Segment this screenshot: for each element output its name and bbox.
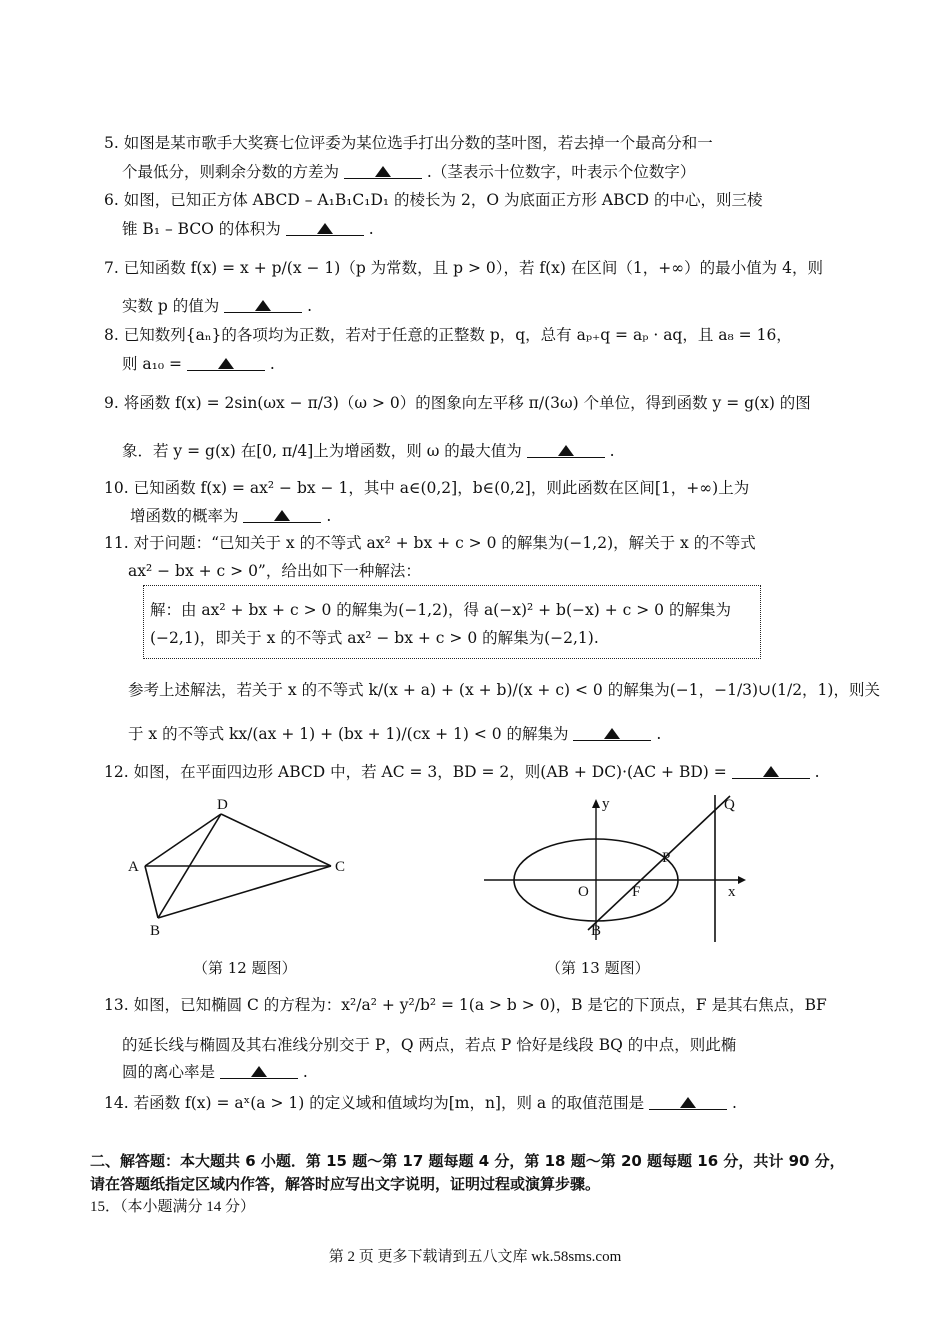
q5-text: 个最低分，则剩余分数的方差为 — [122, 163, 340, 181]
segment-DC — [221, 814, 331, 866]
q7-text: 实数 p 的值为 — [122, 297, 220, 315]
triangle-icon — [251, 1066, 267, 1077]
q13-line2: 的延长线与椭圆及其右准线分别交于 P，Q 两点，若点 P 恰好是线段 BQ 的中点，则此椭 — [122, 1036, 737, 1054]
q11-line2: ax² − bx + c > 0”，给出如下一种解法： — [128, 562, 421, 580]
label-B: B — [150, 923, 161, 939]
q14-line1 — [104, 1093, 737, 1113]
q8-text: 则 a₁₀ = — [122, 355, 183, 373]
q5-text-after: .（茎表示十位数字，叶表示个位数字） — [426, 163, 696, 181]
q13-text: 圆的离心率是 — [122, 1063, 216, 1081]
q6-text-after: . — [368, 220, 374, 238]
q7-line1: 7. 已知函数 f(x) = x + p/(x − 1)（p 为常数，且 p > 0），若 f(x) 在区间（1，+∞）的最小值为 4，则 — [104, 259, 823, 277]
q13-line3 — [122, 1062, 308, 1082]
q5-line1: 5. 如图是某市歌手大奖赛七位评委为某位选手打出分数的茎叶图，若去掉一个最高分和一 — [104, 134, 713, 152]
q11-box-line2: (−2,1)，即关于 x 的不等式 ax² − bx + c > 0 的解集为(−2,1). — [150, 629, 599, 647]
figure-13-ellipse — [484, 795, 746, 942]
label-O: O — [578, 884, 589, 900]
q14-text: 14. 若函数 f(x) = aˣ(a > 1) 的定义域和值域均为[m，n]，则 a 的取值范围是 — [104, 1094, 645, 1112]
q15-heading: 15．（本小题满分 14 分） — [90, 1199, 256, 1215]
q12-text: 12. 如图，在平面四边形 ABCD 中，若 AC = 3，BD = 2，则(AB + DC)·(AC + BD) = — [104, 763, 727, 781]
section-2-instructions: 请在答题纸指定区域内作答，解答时应写出文字说明，证明过程或演算步骤。 — [90, 1175, 601, 1193]
q6-line1: 6. 如图，已知正方体 ABCD – A₁B₁C₁D₁ 的棱长为 2，O 为底面正方形 ABCD 的中心，则三棱 — [104, 191, 763, 209]
segment-AB — [145, 866, 158, 918]
q10-line1: 10. 已知函数 f(x) = ax² − bx − 1，其中 a∈(0,2]，b∈(0,2]，则此函数在区间[1，+∞)上为 — [104, 479, 750, 497]
label-x: x — [728, 884, 736, 900]
label-C: C — [335, 859, 346, 875]
line-BQ — [588, 796, 730, 930]
label-Q: Q — [724, 797, 735, 813]
q8-text-after: . — [269, 355, 275, 373]
figure-12-caption: （第 12 题图） — [193, 959, 297, 977]
triangle-icon — [680, 1097, 696, 1108]
label-B: B — [591, 923, 602, 939]
q11-text-after: . — [656, 725, 662, 743]
q14-text-after: . — [731, 1094, 737, 1112]
section-2-heading: 二、解答题：本大题共 6 小题．第 15 题～第 17 题每题 4 分，第 18 题～第 20 题每题 16 分，共计 90 分， — [90, 1152, 845, 1170]
answer-blank[interactable] — [220, 1062, 298, 1079]
page-footer: 第 2 页 更多下载请到五八文库 wk.58sms.com — [328, 1249, 622, 1265]
q13-line1: 13. 如图，已知椭圆 C 的方程为：x²/a² + y²/b² = 1(a > b > 0)，B 是它的下顶点，F 是其右焦点，BF — [104, 996, 827, 1014]
figure-13-caption: （第 13 题图） — [546, 959, 650, 977]
x-axis-arrow-icon — [738, 876, 746, 884]
label-A: A — [128, 859, 139, 875]
q11-box-line1: 解：由 ax² + bx + c > 0 的解集为(−1,2)，得 a(−x)² + b(−x) + c > 0 的解集为 — [150, 601, 731, 619]
answer-blank[interactable] — [649, 1093, 727, 1110]
q9-text-after: . — [609, 442, 615, 460]
q10-text: 增函数的概率为 — [130, 507, 239, 525]
q11-line3: 参考上述解法，若关于 x 的不等式 k/(x + a) + (x + b)/(x + c) < 0 的解集为(−1，−1/3)∪(1/2，1)，则关 — [128, 681, 880, 699]
q13-text-after: . — [302, 1063, 308, 1081]
q11-text: 于 x 的不等式 kx/(ax + 1) + (bx + 1)/(cx + 1) < 0 的解集为 — [128, 725, 569, 743]
q8-line1: 8. 已知数列{aₙ}的各项均为正数，若对于任意的正整数 p，q，总有 aₚ₊q = aₚ · aq，且 a₈ = 16， — [104, 326, 792, 344]
segment-AD — [145, 814, 221, 866]
y-axis-arrow-icon — [592, 799, 600, 808]
q9-line1: 9. 将函数 f(x) = 2sin(ωx − π/3)（ω > 0）的图象向左平移 π/(3ω) 个单位，得到函数 y = g(x) 的图 — [104, 394, 811, 412]
label-y: y — [602, 796, 610, 812]
label-F: F — [632, 884, 641, 900]
q12-text-after: . — [814, 763, 820, 781]
label-P: P — [662, 850, 671, 866]
q10-text-after: . — [326, 507, 332, 525]
q9-text: 象．若 y = g(x) 在[0, π/4]上为增函数，则 ω 的最大值为 — [122, 442, 522, 460]
q11-line1: 11. 对于问题：“已知关于 x 的不等式 ax² + bx + c > 0 的解集为(−1,2)，解关于 x 的不等式 — [104, 534, 756, 552]
label-D: D — [217, 797, 228, 813]
q7-text-after: . — [307, 297, 313, 315]
q6-text: 锥 B₁ – BCO 的体积为 — [122, 220, 281, 238]
